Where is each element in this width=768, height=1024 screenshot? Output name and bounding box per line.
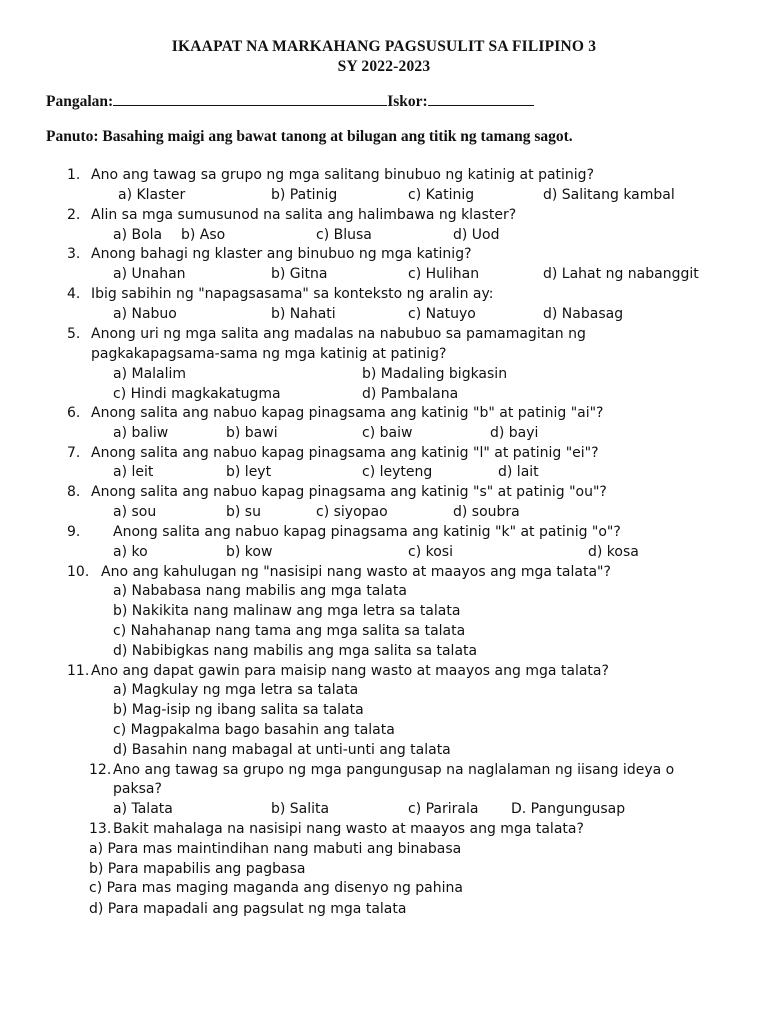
choice-1c: c) Katinig (408, 187, 475, 203)
question-1-number: 1. (67, 167, 81, 183)
choice-10b: b) Nakikita nang malinaw ang mga letra sa talata (113, 603, 461, 619)
choice-1d: d) Salitang kambal (543, 187, 675, 203)
choice-13b: b) Para mapabilis ang pagbasa (89, 861, 306, 877)
choice-13d: d) Para mapadali ang pagsulat ng mga talata (89, 901, 407, 917)
choice-2a: a) Bola (113, 227, 163, 243)
question-2-number: 2. (67, 207, 81, 223)
choice-4a: a) Nabuo (113, 306, 177, 322)
question-5-text: Anong uri ng mga salita ang madalas na nabubuo sa pamamagitan ng (91, 326, 586, 342)
choice-8d: d) soubra (453, 504, 520, 520)
choice-9d: d) kosa (588, 544, 639, 560)
question-3-text: Anong bahagi ng klaster ang binubuo ng mga katinig? (91, 246, 472, 262)
question-6-number: 6. (67, 405, 81, 421)
choice-7a: a) leit (113, 464, 154, 480)
choice-10d: d) Nabibigkas nang mabilis ang mga salita sa talata (113, 643, 478, 659)
choice-11c: c) Magpakalma bago basahin ang talata (113, 722, 395, 738)
question-13-text: Bakit mahalaga na nasisipi nang wasto at maayos ang mga talata? (113, 821, 584, 837)
question-11-number: 11. (67, 663, 90, 679)
choice-7c: c) leyteng (362, 464, 433, 480)
question-10-number: 10. (67, 564, 90, 580)
choice-7d: d) lait (498, 464, 539, 480)
choice-8c: c) siyopao (316, 504, 388, 520)
name-score-line (46, 93, 534, 111)
choice-9b: b) kow (226, 544, 273, 560)
choice-1a: a) Klaster (118, 187, 186, 203)
choice-5d: d) Pambalana (362, 386, 459, 402)
choice-9c: c) kosi (408, 544, 453, 560)
choice-11b: b) Mag-isip ng ibang salita sa talata (113, 702, 364, 718)
choice-2d: d) Uod (453, 227, 500, 243)
choice-12d: D. Pangungusap (511, 801, 626, 817)
choice-10a: a) Nababasa nang mabilis ang mga talata (113, 583, 407, 599)
question-1-text: Ano ang tawag sa grupo ng mga salitang binubuo ng katinig at patinig? (91, 167, 594, 183)
question-9-text: Anong salita ang nabuo kapag pinagsama ang katinig "k" at patinig "o"? (113, 524, 621, 540)
choice-5c: c) Hindi magkakatugma (113, 386, 281, 402)
choice-6a: a) baliw (113, 425, 169, 441)
choice-7b: b) leyt (226, 464, 272, 480)
question-5-number: 5. (67, 326, 81, 342)
name-label: Pangalan: (46, 93, 114, 110)
choice-4b: b) Nahati (271, 306, 336, 322)
choice-11d: d) Basahin nang mabagal at unti-unti ang talata (113, 742, 451, 758)
choice-2b: b) Aso (181, 227, 226, 243)
question-8-number: 8. (67, 484, 81, 500)
question-4-number: 4. (67, 286, 81, 302)
question-2-text: Alin sa mga sumusunod na salita ang halimbawa ng klaster? (91, 207, 517, 223)
question-8-text: Anong salita ang nabuo kapag pinagsama ang katinig "s" at patinig "ou"? (91, 484, 607, 500)
question-7-text: Anong salita ang nabuo kapag pinagsama ang katinig "l" at patinig "ei"? (91, 445, 599, 461)
choice-8a: a) sou (113, 504, 157, 520)
question-12-number: 12. (89, 762, 112, 778)
choice-12c: c) Parirala (408, 801, 479, 817)
question-6-text: Anong salita ang nabuo kapag pinagsama ang katinig "b" at patinig "ai"? (91, 405, 604, 421)
choice-10c: c) Nahahanap nang tama ang mga salita sa talata (113, 623, 466, 639)
choice-12b: b) Salita (271, 801, 330, 817)
choice-3b: b) Gitna (271, 266, 328, 282)
choice-3a: a) Unahan (113, 266, 186, 282)
choice-12a: a) Talata (113, 801, 173, 817)
question-4-text: Ibig sabihin ng "napagsasama" sa konteksto ng aralin ay: (91, 286, 494, 302)
choice-8b: b) su (226, 504, 261, 520)
choice-4d: d) Nabasag (543, 306, 624, 322)
choice-13c: c) Para mas maging maganda ang disenyo ng pahina (89, 880, 463, 896)
choice-13a: a) Para mas maintindihan nang mabuti ang binabasa (89, 841, 462, 857)
choice-4c: c) Natuyo (408, 306, 476, 322)
choice-11a: a) Magkulay ng mga letra sa talata (113, 682, 359, 698)
score-label: Iskor: (387, 93, 428, 110)
choice-5a: a) Malalim (113, 366, 187, 382)
choice-6c: c) baiw (362, 425, 413, 441)
choice-3c: c) Hulihan (408, 266, 480, 282)
question-12-text-cont: paksa? (113, 781, 162, 797)
choice-2c: c) Blusa (316, 227, 372, 243)
question-12-text: Ano ang tawag sa grupo ng mga pangungusap na naglalaman ng iisang ideya o (113, 762, 675, 778)
choice-6b: b) bawi (226, 425, 278, 441)
question-9-number: 9. (67, 524, 81, 540)
question-5-text-cont: pagkakapagsama-sama ng mga katinig at patinig? (91, 346, 447, 362)
question-10-text: Ano ang kahulugan ng "nasisipi nang wasto at maayos ang mga talata"? (101, 564, 611, 580)
instructions: Panuto: Basahing maigi ang bawat tanong at bilugan ang titik ng tamang sagot. (46, 128, 573, 145)
school-year: SY 2022-2023 (337, 58, 431, 75)
choice-6d: d) bayi (490, 425, 539, 441)
question-13-number: 13. (89, 821, 112, 837)
choice-3d: d) Lahat ng nabanggit (543, 266, 699, 282)
question-11-text: Ano ang dapat gawin para maisip nang wasto at maayos ang mga talata? (91, 663, 609, 679)
score-blank[interactable] (428, 93, 534, 106)
exam-title: IKAAPAT NA MARKAHANG PAGSUSULIT SA FILIPINO 3 (171, 38, 597, 55)
question-7-number: 7. (67, 445, 81, 461)
choice-9a: a) ko (113, 544, 148, 560)
choice-5b: b) Madaling bigkasin (362, 366, 508, 382)
choice-1b: b) Patinig (271, 187, 338, 203)
name-blank[interactable] (113, 93, 387, 106)
question-3-number: 3. (67, 246, 81, 262)
